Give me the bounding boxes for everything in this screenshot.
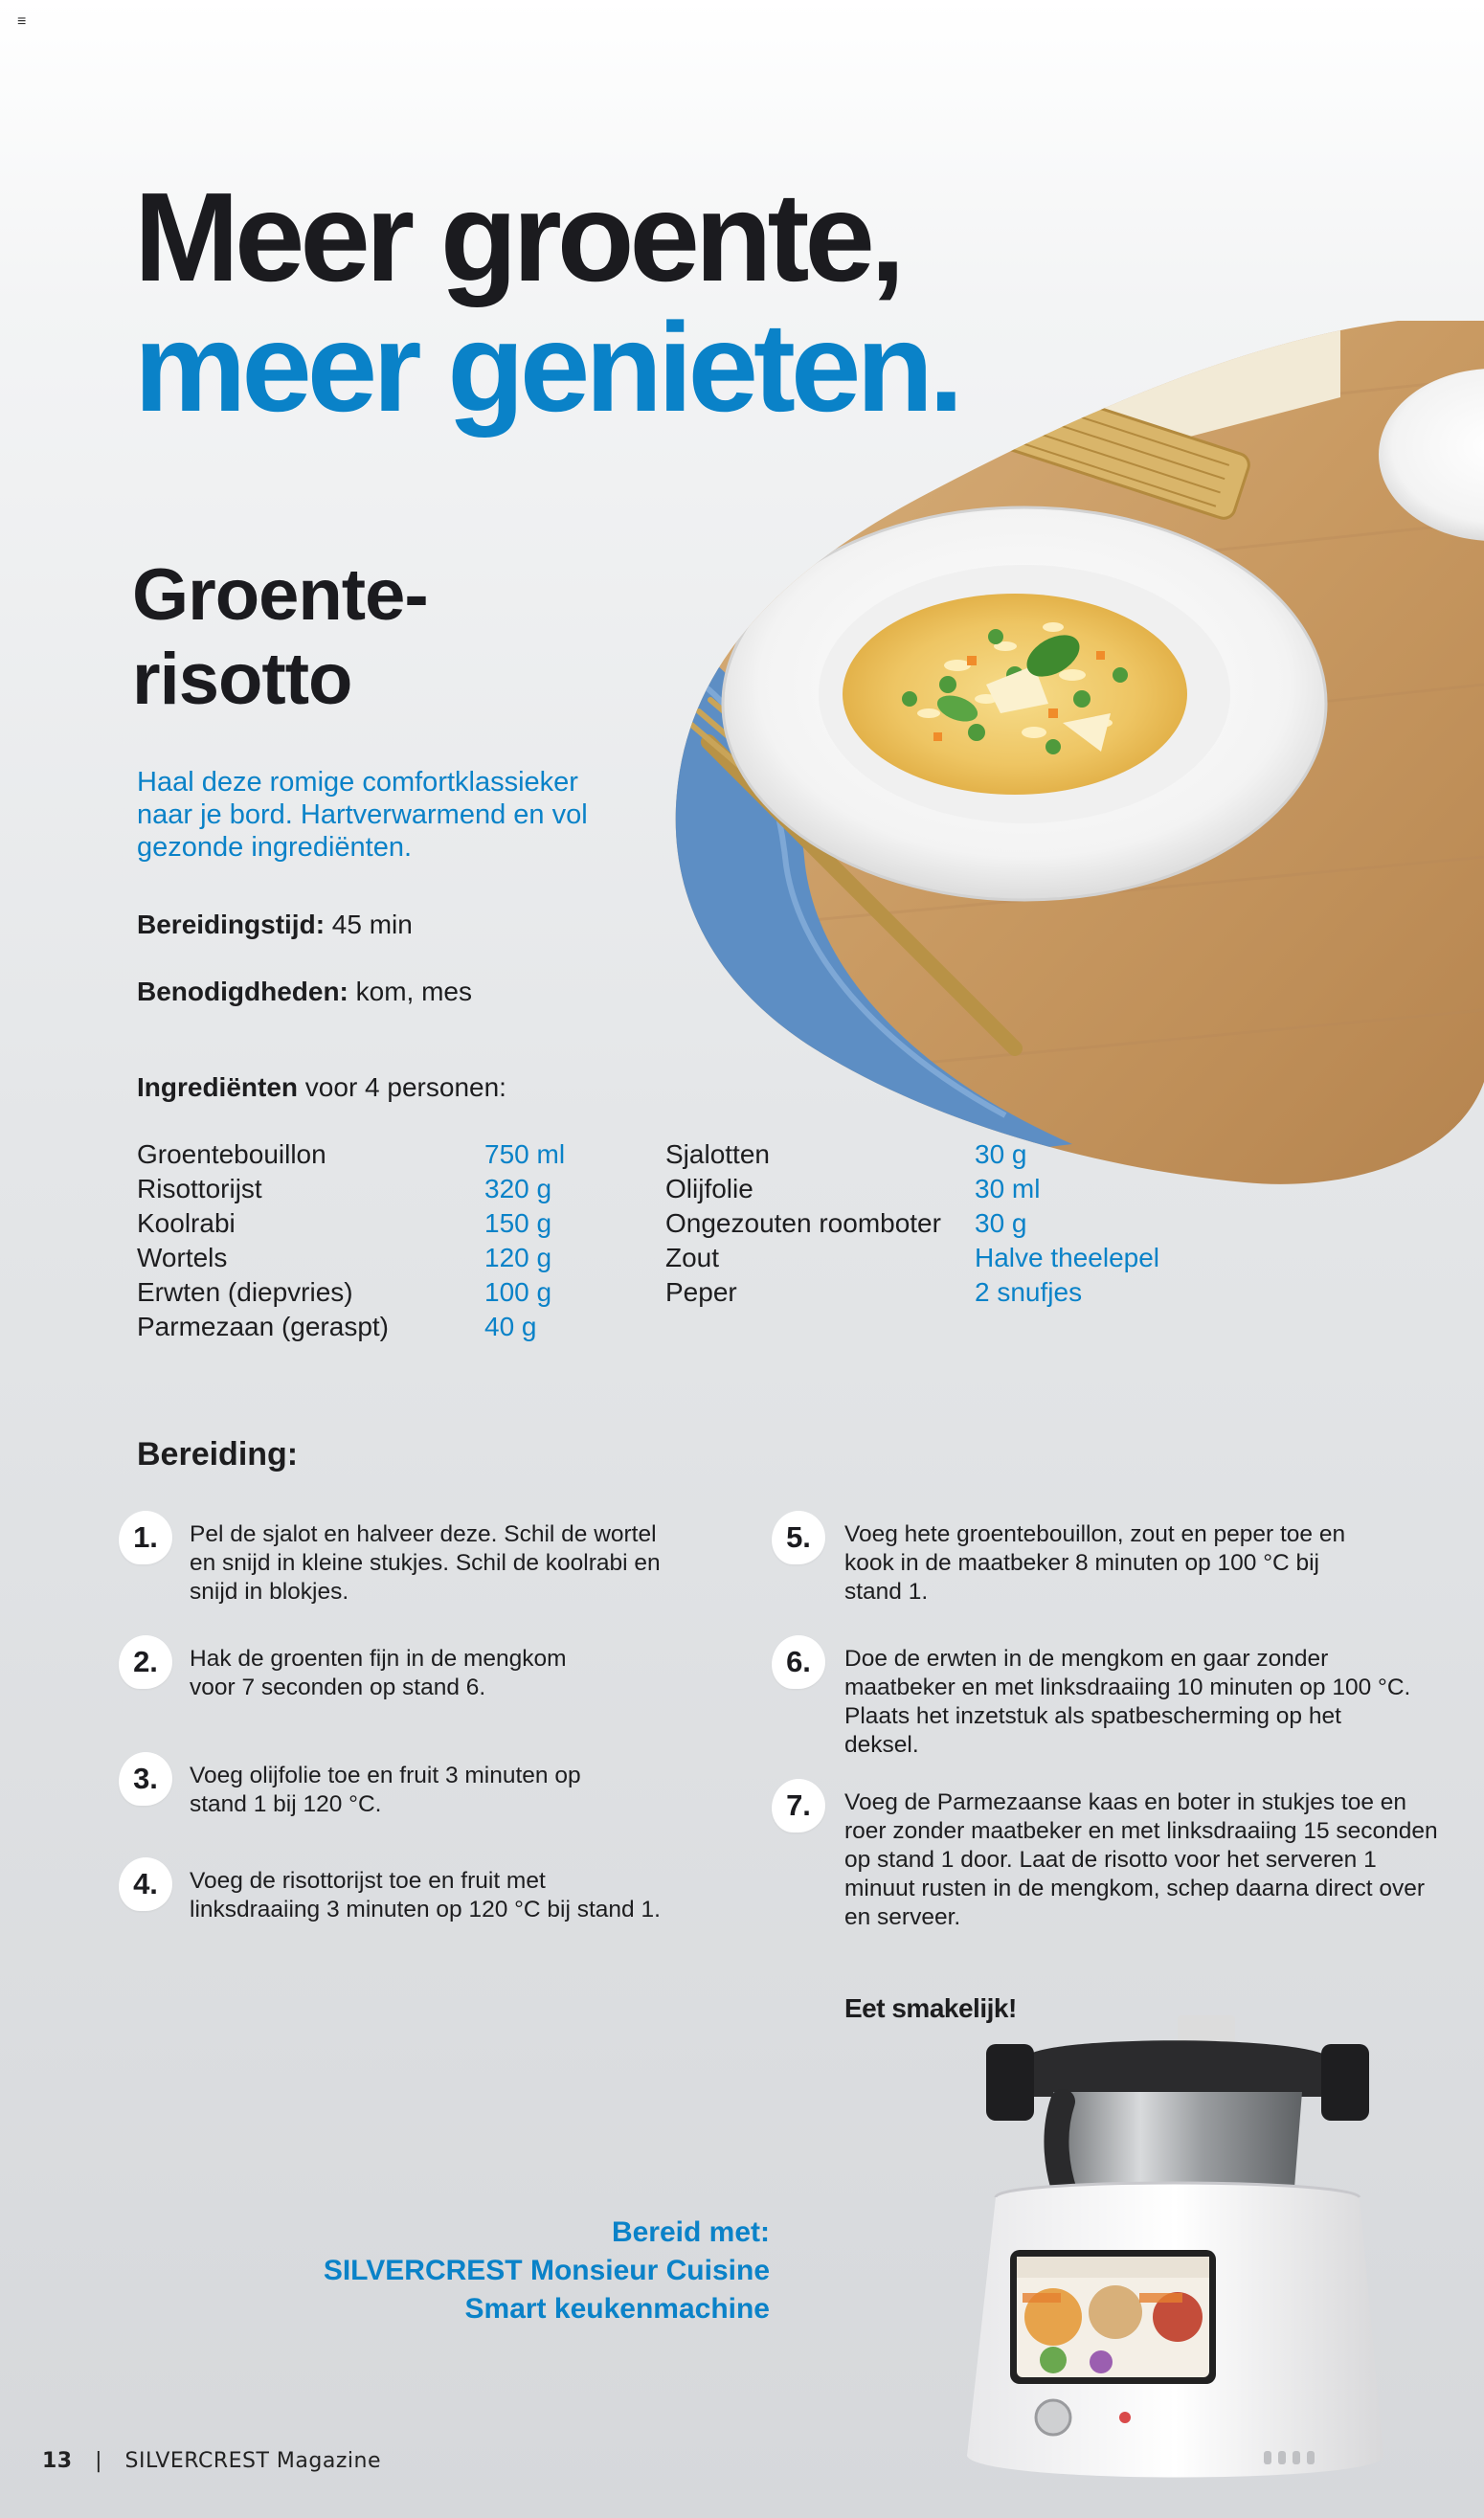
step-text: Voeg hete groentebouillon, zout en peper toe en kook in de maatbeker 8 minuten op 100 °C bij stand 1. xyxy=(844,1521,1346,1605)
ingredients-label: Ingrediënten xyxy=(137,1072,299,1102)
ingredients-suffix: voor 4 personen: xyxy=(304,1072,506,1102)
ingredient-row xyxy=(137,1241,227,1275)
step-text: Pel de sjalot en halveer deze. Schil de wortel en snijd in kleine stukjes. Schil de koolrabi en snijd in blokjes. xyxy=(190,1521,661,1605)
prepared-with-line-1: Bereid met: xyxy=(611,2216,770,2248)
ingredient-name: Parmezaan (geraspt) xyxy=(137,1312,390,1341)
ingredient-qty: 2 snufjes xyxy=(975,1277,1083,1307)
preparation-heading: Bereiding: xyxy=(137,1436,299,1473)
ingredient-name: Erwten (diepvries) xyxy=(137,1277,353,1307)
step-text: Voeg de risottorijst toe en fruit met linksdraaiing 3 minuten op 120 °C bij stand 1. xyxy=(190,1868,661,1922)
footer-separator: | xyxy=(95,2449,103,2473)
ingredient-qty: 320 g xyxy=(484,1174,552,1203)
step-text: Voeg de Parmezaanse kaas en boter in stukjes toe en roer zonder maatbeker en met linksdraaiing 15 seconden op stand 1 door. Laat de risotto voor het serveren 1 minuut rusten in de mengkom, schep daarna direct over en serveer. xyxy=(844,1789,1438,1930)
step-number: 1. xyxy=(119,1511,172,1564)
ingredient-name: Wortels xyxy=(137,1243,228,1272)
magazine-name: SILVERCREST Magazine xyxy=(124,2449,381,2473)
ingredient-name: Groentebouillon xyxy=(137,1139,326,1169)
ingredient-row xyxy=(137,1137,326,1172)
closing-text: Eet smakelijk! xyxy=(844,1993,1017,2023)
headline-line-2: meer genieten. xyxy=(134,297,959,438)
prep-time-value: 45 min xyxy=(331,910,413,939)
step-number: 2. xyxy=(119,1635,172,1689)
recipe-title-line-1: Groente- xyxy=(132,554,428,636)
prep-time-label: Bereidingstijd: xyxy=(137,910,326,939)
ingredient-qty: 120 g xyxy=(484,1243,552,1272)
ingredient-row xyxy=(137,1310,389,1344)
ingredient-row xyxy=(665,1137,770,1172)
step-text: Voeg olijfolie toe en fruit 3 minuten op stand 1 bij 120 °C. xyxy=(190,1763,581,1817)
step-number: 5. xyxy=(772,1511,825,1564)
ingredients-heading xyxy=(137,1072,506,1103)
ingredient-row xyxy=(137,1275,353,1310)
ingredient-name: Risottorijst xyxy=(137,1174,262,1203)
ingredient-row xyxy=(665,1172,753,1206)
headline-line-1: Meer groente, xyxy=(134,167,901,307)
ingredient-qty: 150 g xyxy=(484,1208,552,1238)
recipe-title xyxy=(132,553,428,722)
ingredient-row xyxy=(137,1206,236,1241)
ingredient-name: Ongezouten roomboter xyxy=(665,1208,941,1238)
ingredient-name: Sjalotten xyxy=(665,1139,770,1169)
kitchen-machine-image xyxy=(948,2006,1398,2504)
ingredient-qty: 30 ml xyxy=(975,1174,1041,1203)
ingredient-row xyxy=(665,1241,719,1275)
ingredient-row xyxy=(665,1206,941,1241)
recipe-intro: Haal deze romige comfortklassieker naar je bord. Hartverwarmend en vol gezonde ingrediënten. xyxy=(137,767,588,863)
step-number: 7. xyxy=(772,1779,825,1832)
ingredient-qty: 40 g xyxy=(484,1312,537,1341)
ingredient-row xyxy=(137,1172,262,1206)
prepared-with xyxy=(324,2214,770,2328)
ingredient-qty: 100 g xyxy=(484,1277,552,1307)
step-text: Doe de erwten in de mengkom en gaar zonder maatbeker en met linksdraaiing 10 minuten op 100 °C. Plaats het inzetstuk als spatbescherming op het deksel. xyxy=(844,1646,1411,1758)
ingredient-qty: 30 g xyxy=(975,1208,1027,1238)
prepared-with-line-3: Smart keukenmachine xyxy=(464,2293,770,2325)
page-number: 13 xyxy=(42,2449,73,2473)
risotto-photo xyxy=(670,321,1484,1192)
recipe-title-line-2: risotto xyxy=(132,639,352,720)
tools-label: Benodigdheden: xyxy=(137,977,349,1006)
prepared-with-line-2: SILVERCREST Monsieur Cuisine xyxy=(323,2255,770,2286)
ingredient-qty: Halve theelepel xyxy=(975,1243,1160,1272)
ingredient-name: Koolrabi xyxy=(137,1208,236,1238)
ingredient-name: Peper xyxy=(665,1277,737,1307)
menu-icon[interactable]: ≡ xyxy=(17,13,27,30)
prep-time xyxy=(137,910,413,940)
step-text: Hak de groenten fijn in de mengkom voor 7 seconden op stand 6. xyxy=(190,1646,567,1700)
step-number: 4. xyxy=(119,1857,172,1911)
ingredient-row xyxy=(665,1275,737,1310)
step-number: 6. xyxy=(772,1635,825,1689)
ingredient-name: Olijfolie xyxy=(665,1174,753,1203)
footer xyxy=(42,2449,381,2473)
ingredient-qty: 750 ml xyxy=(484,1139,566,1169)
ingredient-name: Zout xyxy=(665,1243,720,1272)
tools xyxy=(137,977,472,1007)
step-number: 3. xyxy=(119,1752,172,1806)
tools-value: kom, mes xyxy=(355,977,473,1006)
ingredient-qty: 30 g xyxy=(975,1139,1027,1169)
